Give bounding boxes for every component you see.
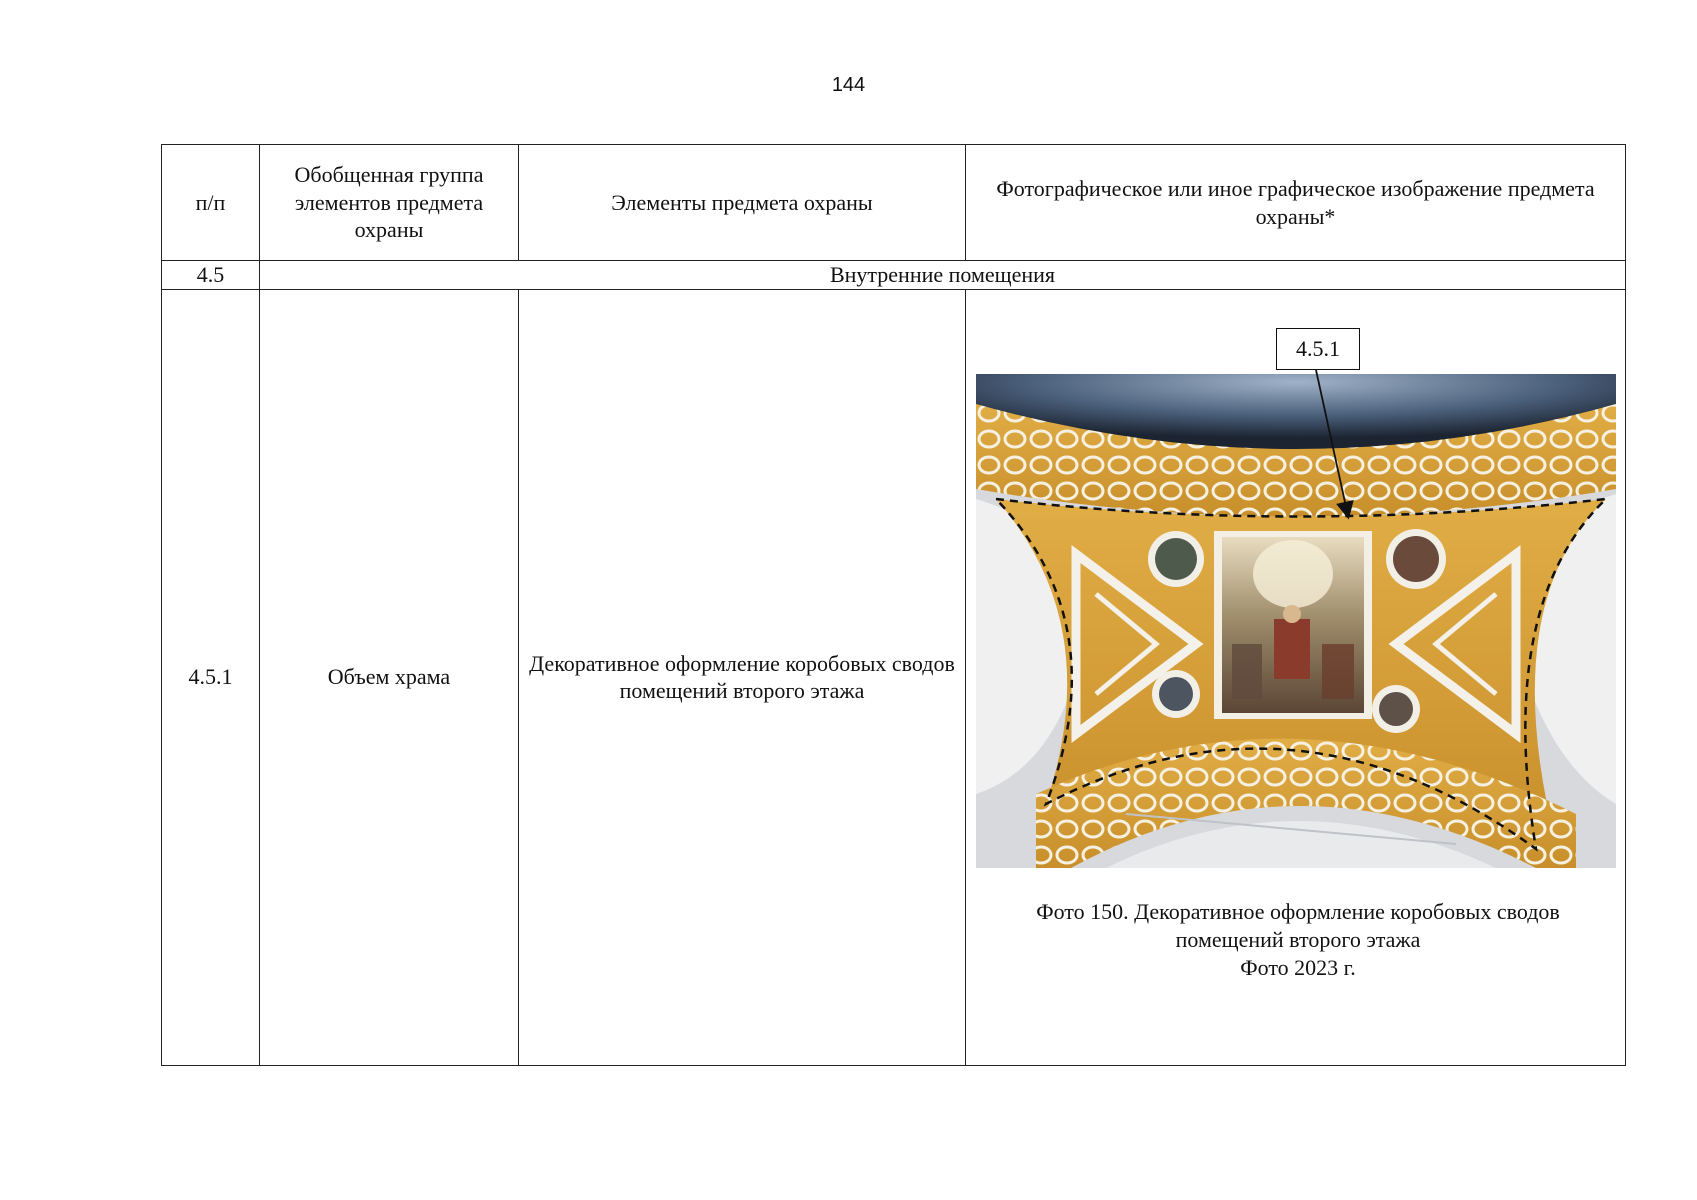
section-row [162, 261, 1626, 290]
row-image-cell [966, 289, 1626, 1065]
caption-line-2: помещений второго этажа [1175, 926, 1421, 952]
vault-photo [976, 374, 1616, 868]
callout-label: 4.5.1 [1276, 328, 1360, 370]
row-group: Объем храма [260, 289, 519, 1065]
caption-line-1: Фото 150. Декоративное оформление коробовых сводов [1036, 898, 1560, 924]
section-num: 4.5 [162, 261, 260, 290]
table-row [162, 289, 1626, 1065]
section-title: Внутренние помещения [260, 261, 1626, 290]
photo-caption [966, 898, 1630, 982]
header-num: п/п [162, 145, 260, 261]
header-image: Фотографическое или иное графическое изображение предмета охраны* [966, 145, 1626, 261]
table-header-row [162, 145, 1626, 261]
row-num: 4.5.1 [162, 289, 260, 1065]
page-number: 144 [831, 74, 866, 96]
vault-photo-drawing [976, 374, 1616, 868]
row-element: Декоративное оформление коробовых сводов помещений второго этажа [519, 289, 966, 1065]
caption-line-3: Фото 2023 г. [1240, 954, 1356, 980]
header-group: Обобщенная группа элементов предмета охраны [260, 145, 519, 261]
heritage-table [161, 144, 1626, 1066]
header-elements: Элементы предмета охраны [519, 145, 966, 261]
